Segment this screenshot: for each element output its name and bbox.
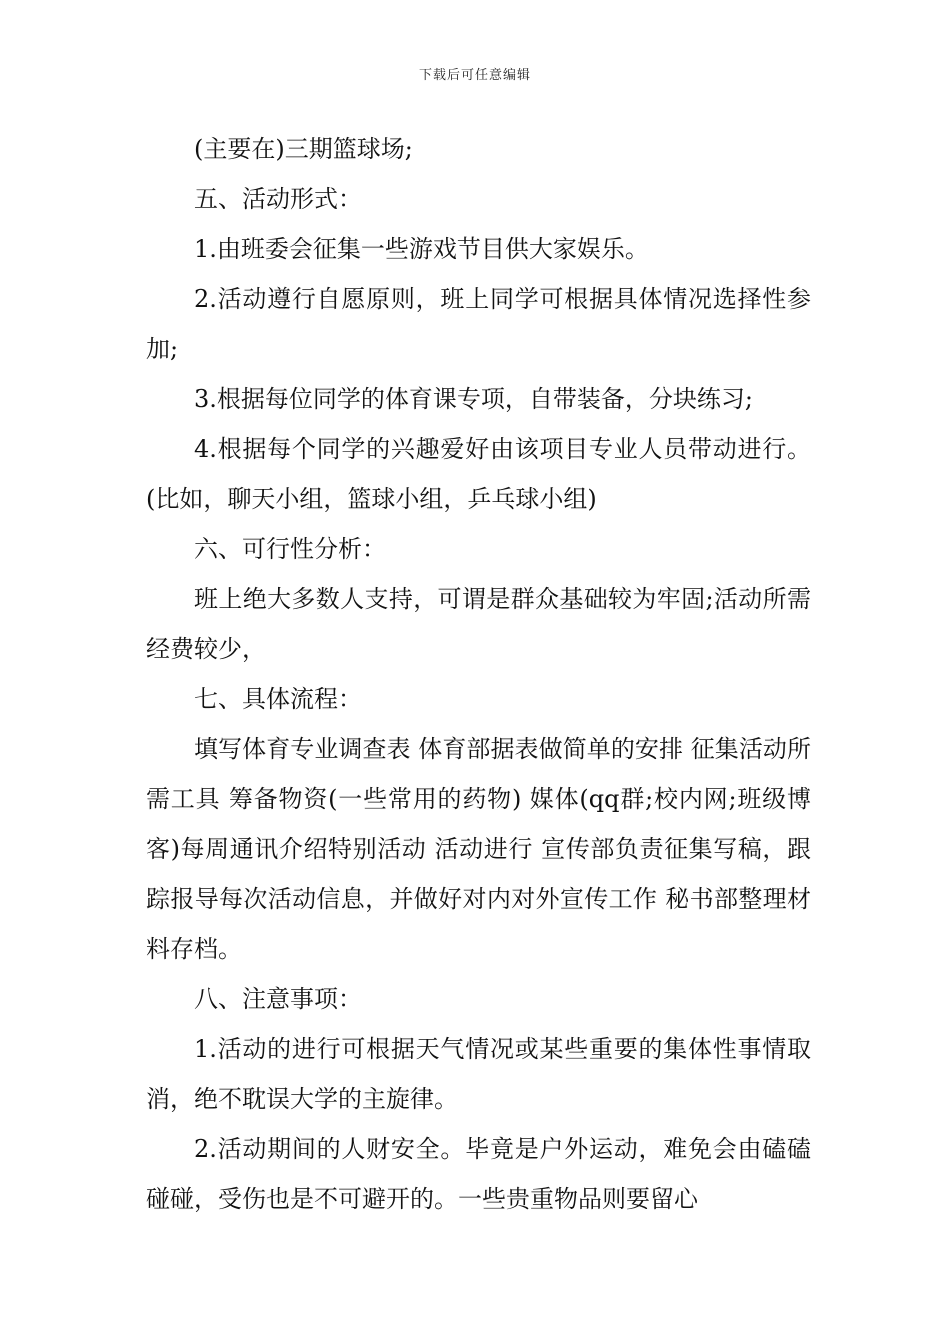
page-header: 下载后可任意编辑 [418, 68, 531, 83]
paragraph-form-item-3: 3.根据每位同学的体育课专项，自带装备，分块练习; [194, 385, 753, 413]
paragraph-notes-item-2: 2.活动期间的人财安全。毕竟是户外运动，难免会由磕磕碰碰，受伤也是不可避开的。一些贵重物品则要留心 [146, 1135, 811, 1213]
paragraph-process: 填写体育专业调查表 体育部据表做简单的安排 征集活动所需工具 筹备物资(一些常用的药物) 媒体(qq群;校内网;班级博客)每周通讯介绍特别活动 活动进行 宣传部负责征集写稿，跟踪报导每次活动信息，并做好对内对外宣传工作 秘书部整理材料存档。 [146, 735, 811, 963]
paragraph-notes-item-1: 1.活动的进行可根据天气情况或某些重要的集体性事情取消，绝不耽误大学的主旋律。 [146, 1035, 811, 1113]
document-body [146, 124, 811, 1224]
section-heading-feasibility: 六、可行性分析： [194, 535, 386, 563]
paragraph-form-item-2: 2.活动遵行自愿原则，班上同学可根据具体情况选择性参加; [146, 285, 811, 363]
paragraph-form-item-1: 1.由班委会征集一些游戏节目供大家娱乐。 [194, 235, 649, 263]
section-heading-process: 七、具体流程： [194, 685, 362, 713]
paragraph-feasibility: 班上绝大多数人支持，可谓是群众基础较为牢固;活动所需经费较少， [146, 585, 811, 663]
section-heading-activity-form: 五、活动形式： [194, 185, 362, 213]
section-heading-notes: 八、注意事项： [194, 985, 362, 1013]
paragraph-form-item-4: 4.根据每个同学的兴趣爱好由该项目专业人员带动进行。(比如，聊天小组，篮球小组，乒乓球小组) [146, 435, 811, 513]
paragraph-venue: (主要在)三期篮球场; [194, 135, 413, 163]
